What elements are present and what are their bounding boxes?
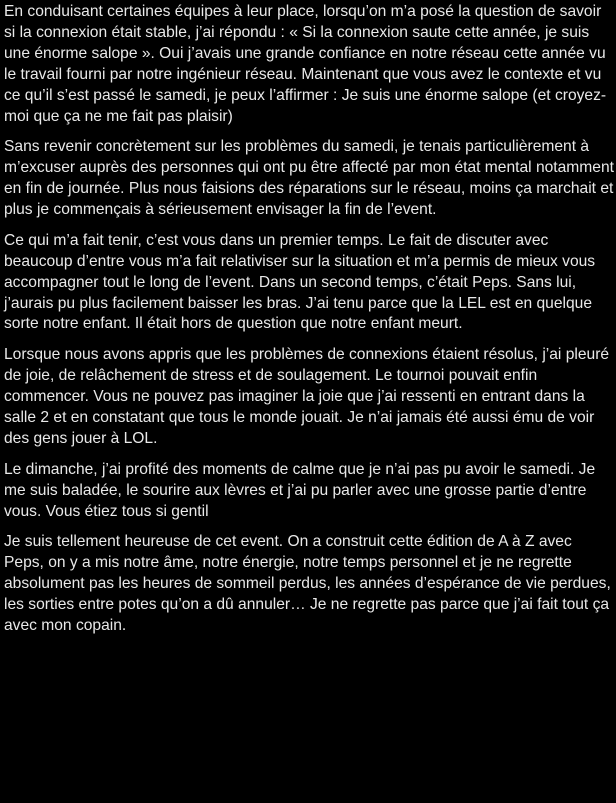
paragraph-4: Lorsque nous avons appris que les problèmes de connexions étaient résolus, j’ai pleuré de joie, de relâchement de stress et de soulagement. Le tournoi pouvait enfin commencer. Vous ne pouvez pas imaginer la joie que j’ai ressenti en entrant dans la salle 2 et en constatant que tous le monde jouait. Je n’ai jamais été aussi ému de voir des gens jouer à LOL. — [4, 346, 610, 447]
paragraph-5: Le dimanche, j’ai profité des moments de calme que je n’ai pas pu avoir le samedi. Je me suis baladée, le sourire aux lèvres et j’ai pu parler avec une grosse partie d’entre vous. Vous étiez tous si gentil — [4, 460, 596, 520]
paragraph-6: Je suis tellement heureuse de cet event. On a construit cette édition de A à Z avec Peps, on y a mis notre âme, notre énergie, notre temps personnel et je ne regrette absolument pas les heures de sommeil perdus, les années d’espérance de vie perdues, les sorties entre potes qu’on a dû annuler… Je ne regrette pas parce que j’ai fait tout ça avec mon copain. — [4, 533, 611, 634]
paragraph-3: Ce qui m’a fait tenir, c’est vous dans un premier temps. Le fait de discuter avec beaucoup d’entre vous m’a fait relativiser sur la situation et m’a permis de mieux vous accompagner tout le long de l’event. Dans un second temps, c’était Peps. Sans lui, j’aurais pu plus facilement baisser les bras. J’ai tenu parce que la LEL est en quelque sorte notre enfant. Il était hors de question que notre enfant meurt. — [4, 231, 596, 333]
paragraph-1: En conduisant certaines équipes à leur place, lorsqu’on m’a posé la question de savoir si la connexion était stable, j’ai répondu : « Si la connexion saute cette année, je suis une énorme salope ». Oui j’avais une grande confiance en notre réseau cette année vu le travail fourni par notre ingénieur réseau. Maintenant que vous avez le contexte et vu ce qu’il s’est passé le samedi, je peux l’affirmer : Je suis une énorme salope (et croyez-moi que ça ne me fait pas plaisir) — [4, 3, 607, 125]
paragraph-2: Sans revenir concrètement sur les problèmes du samedi, je tenais particulièrement à m’excuser auprès des personnes qui ont pu être affecté par mon état mental notamment en fin de journée. Plus nous faisions des réparations sur le réseau, moins ça marchait et plus je commençais à sérieusement envisager la fin de l’event. — [4, 138, 614, 219]
message-text-block — [4, 2, 614, 637]
